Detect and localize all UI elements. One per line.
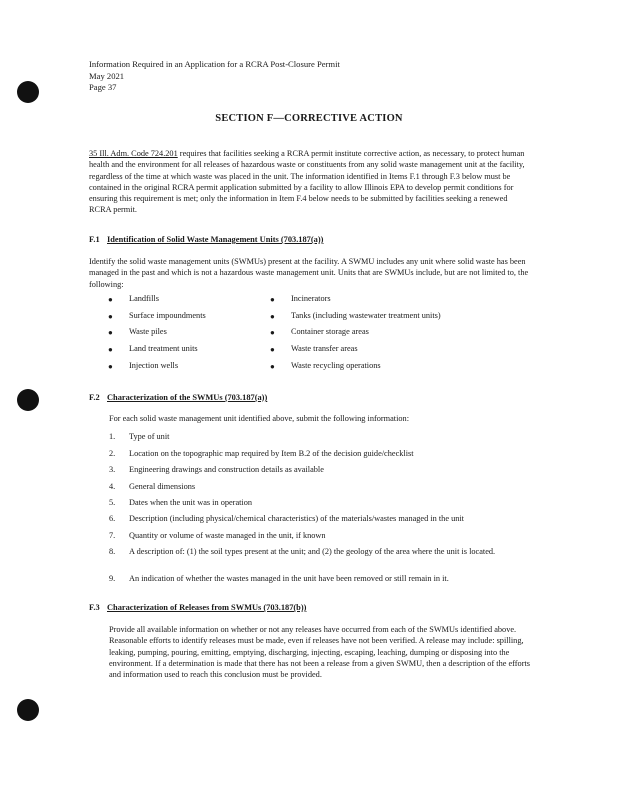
list-item: 5. Dates when the unit was in operation [109,498,253,507]
bullet-icon: ● [108,345,113,354]
punch-hole-top [17,81,39,103]
intro-paragraph [89,148,529,216]
list-item: 1. Type of unit [109,432,170,441]
bullet-icon: ● [270,328,275,337]
bullet-icon: ● [108,328,113,337]
list-item: 3. Engineering drawings and construction details as available [109,465,324,474]
section-f2-body: For each solid waste management unit identified above, submit the following information: [109,414,410,423]
list-item: 4. General dimensions [109,482,196,491]
section-f2-title: Characterization of the SWMUs (703.187(a)) [107,393,268,402]
section-f1-heading [89,235,323,244]
bullet-icon: ● [270,362,275,371]
list-item: 2. Location on the topographic map required by Item B.2 of the decision guide/checklist [109,449,414,458]
section-f3-heading [89,603,306,612]
bullet-icon: ● [108,295,113,304]
regulation-citation: 35 Ill. Adm. Code 724.201 [89,149,178,158]
list-item: 7. Quantity or volume of waste managed in the unit, if known [109,531,326,540]
header-date: May 2021 [89,70,125,81]
header-doc-title: Information Required in an Application for a RCRA Post-Closure Permit [89,59,340,69]
bullet-icon: ● [270,295,275,304]
list-item: 8. A description of: (1) the soil types present at the unit; and (2) the geology of the area where the unit is located. [109,547,496,556]
section-f3-body: Provide all available information on whether or not any releases have occurred from each of the SWMUs identified above. Reasonable efforts to identify releases must be made, even if releases have not been verified. A release may include: spilling, leaking, pumping, pouring, emitting, emptying, discharging, injecting, escaping, leaching, dumping or disposing into the environment. If a determination is made that there has not been a release from a given SWMU, then a description of the efforts and information used to reach this conclusion must be provided. [109,625,531,680]
header-page-number: Page 37 [89,82,117,92]
section-title: SECTION F—CORRECTIVE ACTION [215,113,403,124]
section-f3-number: F.3 [89,603,100,612]
punch-hole-middle [17,389,39,411]
list-item: 6. Description (including physical/chemical characteristics) of the materials/wastes managed in the unit [109,514,464,523]
bullet-icon: ● [270,345,275,354]
list-item: 9. An indication of whether the wastes managed in the unit have been removed or still remain in it. [109,574,449,583]
section-f2-heading [89,393,267,402]
section-f1-number: F.1 [89,235,100,244]
bullet-icon: ● [108,312,113,321]
section-f1-body: Identify the solid waste management units (SWMUs) present at the facility. A SWMU includes any unit where solid waste has been managed in the past and which is not a hazardous waste management unit. Units that are SWMUs include, but are not limited to, the following: [89,257,529,289]
intro-text: requires that facilities seeking a RCRA permit institute corrective action, as necessary, to protect human health and the environment for all releases of hazardous waste or constituents from any solid waste management unit at the facility, regardless of the time at which waste was placed in the unit. The information identified in Items F.1 through F.3 below must be contained in the original RCRA permit application submitted by a facility to allow Illinois EPA to develop permit conditions for ensuring this requirement is met; only the information in Item F.4 below needs to be submitted by facilities seeking a renewed RCRA permit. [89,149,525,215]
bullet-icon: ● [270,312,275,321]
section-f1-title: Identification of Solid Waste Management Units (703.187(a)) [107,235,324,244]
page-header [89,59,340,94]
section-f2-number: F.2 [89,393,100,402]
punch-hole-bottom [17,699,39,721]
bullet-icon: ● [108,362,113,371]
section-f3-title: Characterization of Releases from SWMUs (703.187(b)) [107,603,307,612]
